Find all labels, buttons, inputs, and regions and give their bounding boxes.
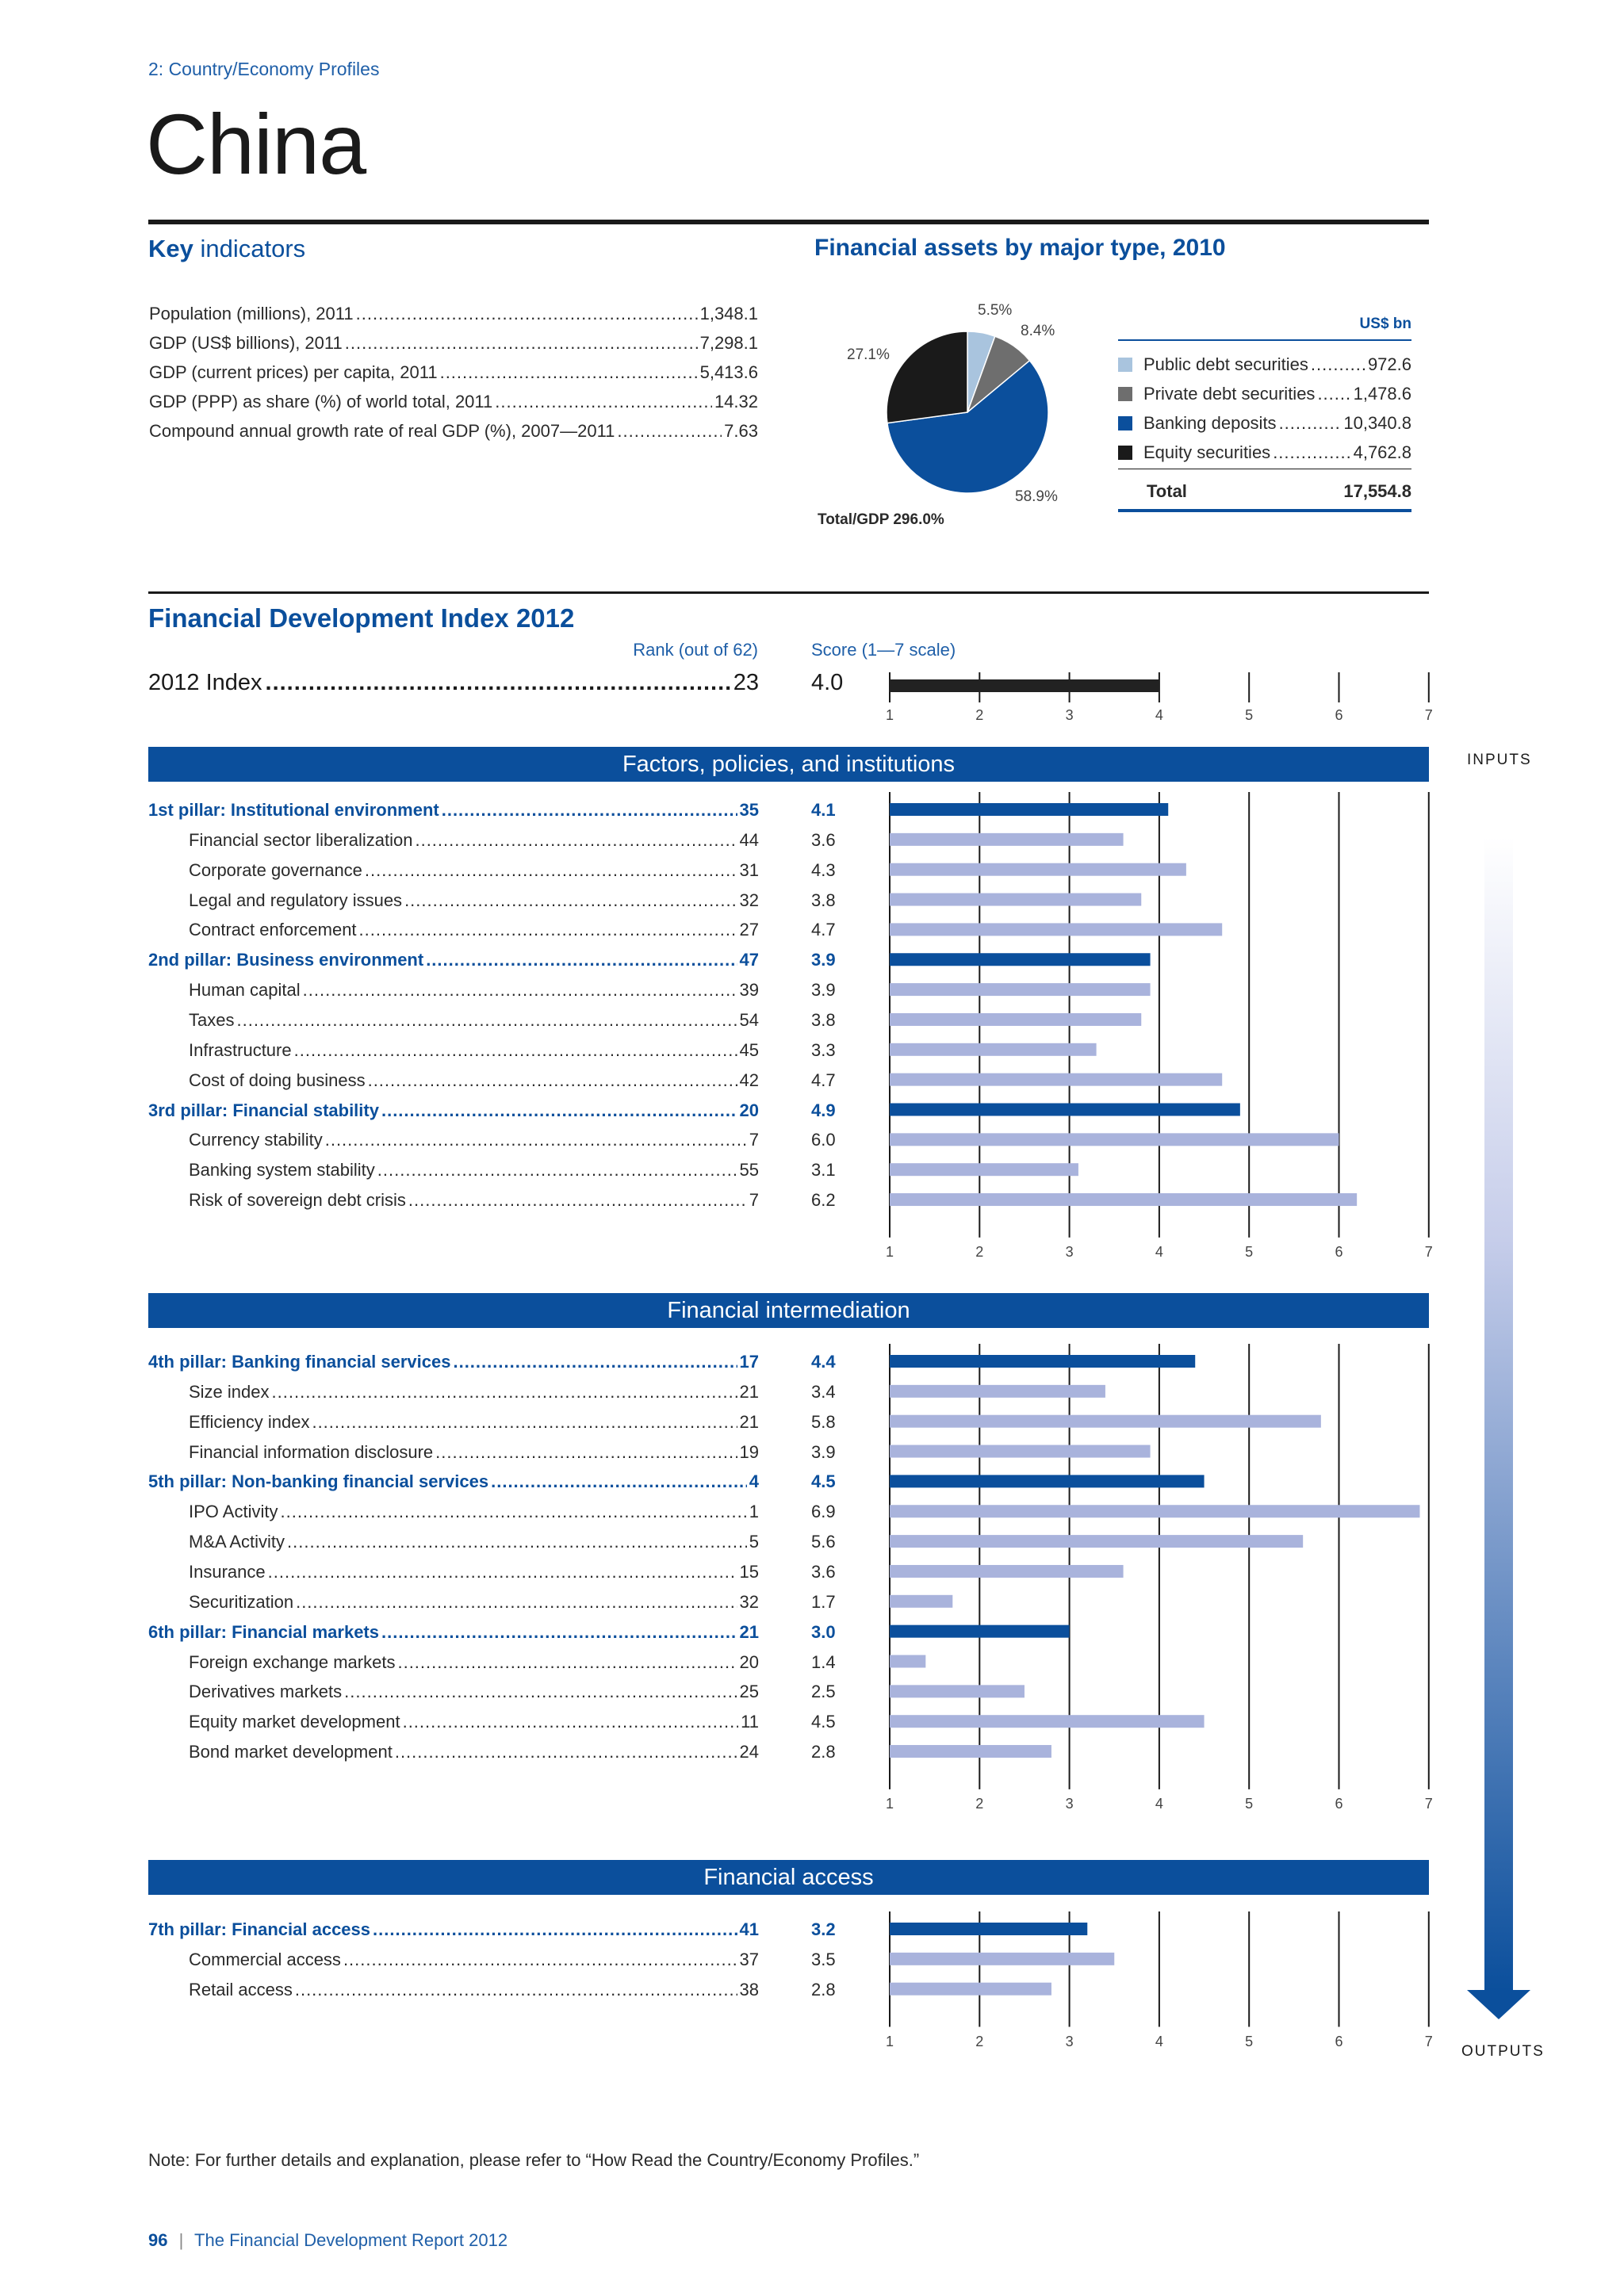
pillar-bar	[890, 953, 1151, 966]
key-indicators-heading-bold: Key	[148, 235, 193, 262]
index-rank: 23	[733, 670, 759, 695]
scale-tick-label: 3	[1065, 1243, 1074, 1260]
leader-dots	[1273, 442, 1350, 463]
row-rank: 21	[739, 1381, 759, 1402]
leader-dots	[1317, 384, 1350, 404]
scale-tick-label: 1	[885, 707, 894, 723]
row-rank: 35	[739, 800, 759, 820]
row-score: 1.7	[811, 1591, 836, 1612]
unit-label: US$ bn	[1359, 316, 1411, 332]
key-indicator-value: 7.63	[724, 421, 758, 441]
sub-indicator-row	[189, 1502, 759, 1522]
pillar-row	[148, 950, 759, 970]
row-score: 4.5	[811, 1471, 836, 1492]
scale-tick-label: 3	[1065, 2033, 1074, 2049]
legend-total-label: Total	[1147, 481, 1187, 501]
row-rank: 24	[739, 1742, 759, 1762]
row-score: 3.4	[811, 1381, 836, 1402]
sub-indicator-row	[189, 860, 759, 881]
row-label: Human capital	[189, 980, 301, 1001]
row-rank: 55	[739, 1160, 759, 1181]
sub-indicator-row	[189, 890, 759, 911]
top-rule	[148, 220, 1429, 224]
row-score: 3.6	[811, 829, 836, 850]
footer-separator: |	[178, 2230, 184, 2250]
row-rank: 27	[739, 920, 759, 940]
row-rank: 44	[739, 829, 759, 850]
leader-dots	[345, 333, 698, 354]
scale-tick-label: 6	[1335, 2033, 1343, 2049]
pillar-bar	[890, 1475, 1205, 1487]
pillar-row	[148, 1471, 759, 1492]
scale-tick-label: 5	[1245, 1243, 1254, 1260]
pillar-bar	[890, 1923, 1087, 1935]
scale-tick-label: 5	[1245, 2033, 1254, 2049]
row-score: 4.9	[811, 1100, 836, 1120]
row-rank: 21	[739, 1621, 759, 1642]
legend-value: 4,762.8	[1353, 442, 1411, 462]
leader-dots	[294, 1040, 737, 1061]
sub-indicator-row	[189, 980, 759, 1001]
key-indicator-row	[149, 304, 758, 324]
row-label: M&A Activity	[189, 1532, 285, 1552]
row-score: 6.9	[811, 1502, 836, 1522]
leader-dots	[415, 830, 737, 851]
scale-tick-label: 1	[885, 1795, 894, 1812]
scale-tick-label: 6	[1335, 1243, 1343, 1260]
row-score: 4.7	[811, 920, 836, 940]
row-score: 3.9	[811, 980, 836, 1001]
legend-total-value: 17,554.8	[1343, 481, 1411, 501]
row-label: Risk of sovereign debt crisis	[189, 1190, 406, 1211]
legend-row	[1118, 413, 1411, 434]
legend-top-rule	[1118, 339, 1411, 341]
row-label: Banking system stability	[189, 1160, 375, 1181]
sub-indicator-bar	[890, 1953, 1114, 1965]
sub-indicator-bar	[890, 1715, 1205, 1728]
sub-indicator-row	[189, 1412, 759, 1433]
leader-dots	[397, 1652, 737, 1673]
scale-tick-label: 4	[1155, 1795, 1163, 1812]
row-score: 3.8	[811, 890, 836, 910]
key-indicator-row	[149, 333, 758, 354]
page-number: 96	[148, 2230, 168, 2250]
index-label: 2012 Index	[148, 670, 262, 695]
legend-label: Equity securities	[1143, 442, 1271, 462]
key-indicators-heading	[148, 235, 305, 263]
sub-indicator-bar	[890, 1013, 1141, 1026]
leader-dots	[272, 1382, 737, 1402]
row-label: Cost of doing business	[189, 1070, 366, 1090]
financial-assets-heading: Financial assets by major type, 2010	[814, 235, 1226, 261]
row-score: 3.0	[811, 1621, 836, 1642]
leader-dots	[617, 421, 722, 442]
legend-row	[1118, 442, 1411, 463]
leader-dots	[404, 890, 737, 911]
legend-label: Public debt securities	[1143, 354, 1308, 374]
sub-indicator-bar	[890, 1565, 1124, 1578]
leader-dots	[343, 1950, 737, 1970]
legend-value: 10,340.8	[1343, 413, 1411, 433]
row-score: 6.2	[811, 1190, 836, 1211]
key-indicator-label: GDP (PPP) as share (%) of world total, 2011	[149, 392, 493, 411]
row-rank: 21	[739, 1411, 759, 1432]
sub-indicator-bar	[890, 1073, 1222, 1086]
leader-dots	[280, 1502, 746, 1522]
total-gdp-label: Total/GDP 296.0%	[818, 511, 944, 528]
row-rank: 11	[741, 1712, 759, 1732]
row-score: 4.1	[811, 800, 836, 820]
leader-dots	[495, 392, 712, 412]
row-label: Securitization	[189, 1591, 294, 1612]
sub-indicator-bar	[890, 1133, 1339, 1146]
leader-dots	[312, 1412, 737, 1433]
row-label: Contract enforcement	[189, 920, 357, 940]
legend-label: Private debt securities	[1143, 384, 1316, 404]
row-label: Size index	[189, 1381, 270, 1402]
scale-tick-label: 7	[1424, 1243, 1433, 1260]
row-rank: 39	[739, 980, 759, 1001]
row-rank: 20	[739, 1651, 759, 1672]
row-rank: 1	[749, 1502, 759, 1522]
scale-tick-label: 1	[885, 1243, 894, 1260]
section-band: Financial access	[148, 1860, 1429, 1895]
sub-indicator-bar	[890, 1595, 952, 1608]
row-rank: 47	[739, 950, 759, 970]
row-rank: 19	[739, 1441, 759, 1462]
row-score: 3.2	[811, 1919, 836, 1939]
row-rank: 32	[739, 1591, 759, 1612]
score-column-header: Score (1—7 scale)	[811, 640, 956, 660]
pillar-bar	[890, 803, 1168, 816]
sub-indicator-bar	[890, 1685, 1025, 1697]
leader-dots	[395, 1742, 737, 1762]
sub-indicator-bar	[890, 923, 1222, 936]
leader-dots	[287, 1532, 747, 1552]
sub-indicator-bar	[890, 1535, 1303, 1548]
scale-tick-label: 7	[1424, 2033, 1433, 2049]
leader-dots	[296, 1592, 737, 1613]
row-score: 3.3	[811, 1039, 836, 1060]
breadcrumb: 2: Country/Economy Profiles	[148, 59, 380, 79]
rank-column-header: Rank (out of 62)	[633, 640, 758, 660]
scale-tick-label: 5	[1245, 1795, 1254, 1812]
fdi-rule	[148, 591, 1429, 594]
index-score: 4.0	[811, 670, 844, 695]
row-rank: 37	[739, 1949, 759, 1969]
row-rank: 42	[739, 1070, 759, 1090]
scale-tick-label: 5	[1245, 707, 1254, 723]
row-rank: 7	[749, 1130, 759, 1150]
row-label: Bond market development	[189, 1742, 393, 1762]
row-score: 2.8	[811, 1742, 836, 1762]
key-indicator-value: 14.32	[714, 392, 758, 411]
fdi-heading: Financial Development Index 2012	[148, 603, 575, 633]
row-label: Financial sector liberalization	[189, 829, 413, 850]
row-label: Derivatives markets	[189, 1682, 343, 1702]
row-score: 1.4	[811, 1651, 836, 1672]
key-indicator-value: 5,413.6	[699, 362, 758, 382]
key-indicator-label: Population (millions), 2011	[149, 304, 354, 323]
row-label: 5th pillar: Non-banking financial services	[148, 1471, 489, 1492]
sub-indicator-row	[189, 1652, 759, 1673]
pillar-bar	[890, 1104, 1240, 1116]
legend-swatch	[1118, 416, 1132, 430]
sub-indicator-row	[189, 1532, 759, 1552]
leader-dots	[453, 1352, 737, 1372]
scale-tick-label: 7	[1424, 707, 1433, 723]
scale-tick-label: 6	[1335, 1795, 1343, 1812]
row-rank: 4	[749, 1471, 759, 1492]
scale-tick-label: 6	[1335, 707, 1343, 723]
legend-swatch	[1118, 358, 1132, 372]
row-score: 3.1	[811, 1160, 836, 1181]
row-label: Financial information disclosure	[189, 1441, 434, 1462]
row-label: Corporate governance	[189, 859, 362, 880]
row-score: 3.8	[811, 1009, 836, 1030]
leader-dots	[403, 1712, 739, 1732]
pillar-row	[148, 1622, 759, 1643]
pie-slice-3	[887, 331, 967, 423]
legend-bottom-rule	[1118, 509, 1411, 512]
legend-total-row	[1118, 481, 1411, 502]
scale-tick-label: 2	[975, 1795, 984, 1812]
key-indicator-label: Compound annual growth rate of real GDP (%), 2007—2011	[149, 421, 615, 441]
legend-swatch	[1118, 446, 1132, 460]
pillar-row	[148, 1100, 759, 1121]
leader-dots	[368, 1070, 737, 1091]
row-label: Equity market development	[189, 1712, 400, 1732]
row-rank: 31	[739, 859, 759, 880]
row-label: Infrastructure	[189, 1039, 292, 1060]
row-rank: 17	[739, 1352, 759, 1372]
row-label: Taxes	[189, 1009, 235, 1030]
leader-dots	[303, 980, 737, 1001]
sub-indicator-bar	[890, 1745, 1051, 1758]
leader-dots	[236, 1010, 737, 1031]
sub-indicator-bar	[890, 833, 1124, 846]
row-score: 2.5	[811, 1682, 836, 1702]
sub-indicator-bar	[890, 1193, 1357, 1206]
sub-indicator-row	[189, 1980, 759, 2000]
leader-dots	[295, 1980, 737, 2000]
row-label: 2nd pillar: Business environment	[148, 950, 424, 970]
sub-indicator-row	[189, 1682, 759, 1702]
footer-note: Note: For further details and explanation, please refer to “How Read the Country/Economy Profiles.”	[148, 2150, 920, 2170]
row-rank: 54	[739, 1009, 759, 1030]
leader-dots	[435, 1442, 737, 1463]
sub-indicator-row	[189, 1562, 759, 1582]
scale-tick-label: 4	[1155, 707, 1163, 723]
leader-dots	[381, 1622, 737, 1643]
row-label: Retail access	[189, 1979, 293, 1999]
legend-label: Banking deposits	[1143, 413, 1277, 433]
scale-tick-label: 4	[1155, 1243, 1163, 1260]
leader-dots	[373, 1919, 737, 1940]
scale-gridlines	[0, 672, 1624, 702]
key-indicators-heading-rest: indicators	[200, 235, 306, 262]
row-score: 4.4	[811, 1352, 836, 1372]
row-score: 3.5	[811, 1949, 836, 1969]
scale-tick-label: 2	[975, 707, 984, 723]
scale-tick-label: 2	[975, 1243, 984, 1260]
row-rank: 5	[749, 1532, 759, 1552]
sub-indicator-row	[189, 1442, 759, 1463]
row-rank: 32	[739, 890, 759, 910]
legend-swatch	[1118, 387, 1132, 401]
leader-dots	[356, 304, 698, 324]
legend-value: 972.6	[1367, 354, 1411, 374]
leader-dots	[1279, 413, 1342, 434]
leader-dots	[442, 800, 737, 821]
row-label: Efficiency index	[189, 1411, 310, 1432]
row-score: 3.6	[811, 1561, 836, 1582]
scale-tick-label: 2	[975, 2033, 984, 2049]
index-score-bar	[890, 679, 1159, 692]
sub-indicator-bar	[890, 1415, 1321, 1428]
leader-dots	[377, 1160, 737, 1181]
key-indicator-row	[149, 392, 758, 412]
sub-indicator-bar	[890, 1385, 1105, 1398]
row-score: 4.7	[811, 1070, 836, 1090]
publication-title: The Financial Development Report 2012	[194, 2230, 508, 2250]
row-score: 2.8	[811, 1979, 836, 1999]
row-label: 1st pillar: Institutional environment	[148, 800, 439, 820]
row-score: 3.9	[811, 950, 836, 970]
leader-dots	[426, 950, 737, 970]
row-rank: 15	[739, 1561, 759, 1582]
legend-row	[1118, 354, 1411, 375]
key-indicator-value: 7,298.1	[699, 333, 758, 353]
scale-tick-label: 1	[885, 2033, 894, 2049]
sub-indicator-row	[189, 1010, 759, 1031]
leader-dots	[1311, 354, 1365, 375]
scale-tick-label: 4	[1155, 2033, 1163, 2049]
sub-indicator-bar	[890, 983, 1151, 996]
sub-indicator-row	[189, 1592, 759, 1613]
pillar-bar	[890, 1355, 1195, 1368]
sub-indicator-row	[189, 1130, 759, 1150]
leader-dots	[365, 860, 737, 881]
inputs-label: INPUTS	[1467, 752, 1532, 768]
inputs-outputs-arrow	[1463, 836, 1534, 2026]
sub-indicator-bar	[890, 1983, 1051, 1996]
leader-dots	[268, 1562, 737, 1582]
sub-indicator-row	[189, 830, 759, 851]
sub-indicator-bar	[890, 863, 1186, 876]
row-label: Insurance	[189, 1561, 266, 1582]
leader-dots	[325, 1130, 747, 1150]
sub-indicator-row	[189, 1070, 759, 1091]
sub-indicator-row	[189, 1040, 759, 1061]
scale-tick-label: 3	[1065, 707, 1074, 723]
row-score: 5.8	[811, 1411, 836, 1432]
row-score: 5.6	[811, 1532, 836, 1552]
outputs-label: OUTPUTS	[1461, 2043, 1545, 2060]
sub-indicator-bar	[890, 1043, 1097, 1056]
key-indicator-label: GDP (US$ billions), 2011	[149, 333, 343, 353]
key-indicator-label: GDP (current prices) per capita, 2011	[149, 362, 438, 382]
pie-label-private-debt: 8.4%	[1021, 323, 1055, 339]
key-indicator-row	[149, 421, 758, 442]
sub-indicator-bar	[890, 1505, 1419, 1517]
row-label: Legal and regulatory issues	[189, 890, 403, 910]
sub-indicator-row	[189, 920, 759, 940]
row-rank: 20	[739, 1100, 759, 1120]
row-rank: 45	[739, 1039, 759, 1060]
key-indicator-row	[149, 362, 758, 383]
pie-label-public-debt: 5.5%	[978, 302, 1013, 319]
section-band: Factors, policies, and institutions	[148, 747, 1429, 782]
key-indicator-value: 1,348.1	[699, 304, 758, 323]
pillar-row	[148, 1352, 759, 1372]
leader-dots	[344, 1682, 737, 1702]
row-label: 4th pillar: Banking financial services	[148, 1352, 451, 1372]
sub-indicator-bar	[890, 1655, 925, 1668]
row-label: Foreign exchange markets	[189, 1651, 396, 1672]
sub-indicator-row	[189, 1742, 759, 1762]
row-score: 3.9	[811, 1441, 836, 1462]
row-label: IPO Activity	[189, 1502, 278, 1522]
sub-indicator-row	[189, 1160, 759, 1181]
row-score: 6.0	[811, 1130, 836, 1150]
row-label: Currency stability	[189, 1130, 323, 1150]
leader-dots	[491, 1471, 747, 1492]
row-label: 7th pillar: Financial access	[148, 1919, 371, 1939]
page-title: China	[146, 96, 366, 192]
legend-row	[1118, 384, 1411, 404]
leader-dots	[408, 1190, 747, 1211]
row-rank: 41	[739, 1919, 759, 1939]
row-rank: 7	[749, 1190, 759, 1211]
row-score: 4.3	[811, 859, 836, 880]
scale-tick-label: 7	[1424, 1795, 1433, 1812]
sub-indicator-row	[189, 1382, 759, 1402]
sub-indicator-bar	[890, 1163, 1078, 1176]
pillar-row	[148, 1919, 759, 1940]
financial-assets-pie	[872, 317, 1063, 507]
row-score: 4.5	[811, 1712, 836, 1732]
sub-indicator-row	[189, 1950, 759, 1970]
pie-label-equity: 27.1%	[847, 346, 890, 363]
sub-indicator-bar	[890, 894, 1141, 906]
pillar-bar	[890, 1625, 1070, 1638]
sub-indicator-bar	[890, 1445, 1151, 1458]
row-label: 6th pillar: Financial markets	[148, 1621, 379, 1642]
sub-indicator-row	[189, 1190, 759, 1211]
page-footer	[148, 2230, 508, 2251]
row-rank: 25	[739, 1682, 759, 1702]
leader-dots	[440, 362, 698, 383]
row-rank: 38	[739, 1979, 759, 1999]
legend-value: 1,478.6	[1353, 384, 1411, 404]
pillar-row	[148, 800, 759, 821]
scale-tick-label: 3	[1065, 1795, 1074, 1812]
leader-dots	[359, 920, 737, 940]
row-label: 3rd pillar: Financial stability	[148, 1100, 379, 1120]
sub-indicator-row	[189, 1712, 759, 1732]
pie-label-banking-deposits: 58.9%	[1015, 488, 1058, 505]
section-band: Financial intermediation	[148, 1293, 1429, 1328]
row-label: Commercial access	[189, 1949, 341, 1969]
leader-dots	[381, 1100, 737, 1121]
